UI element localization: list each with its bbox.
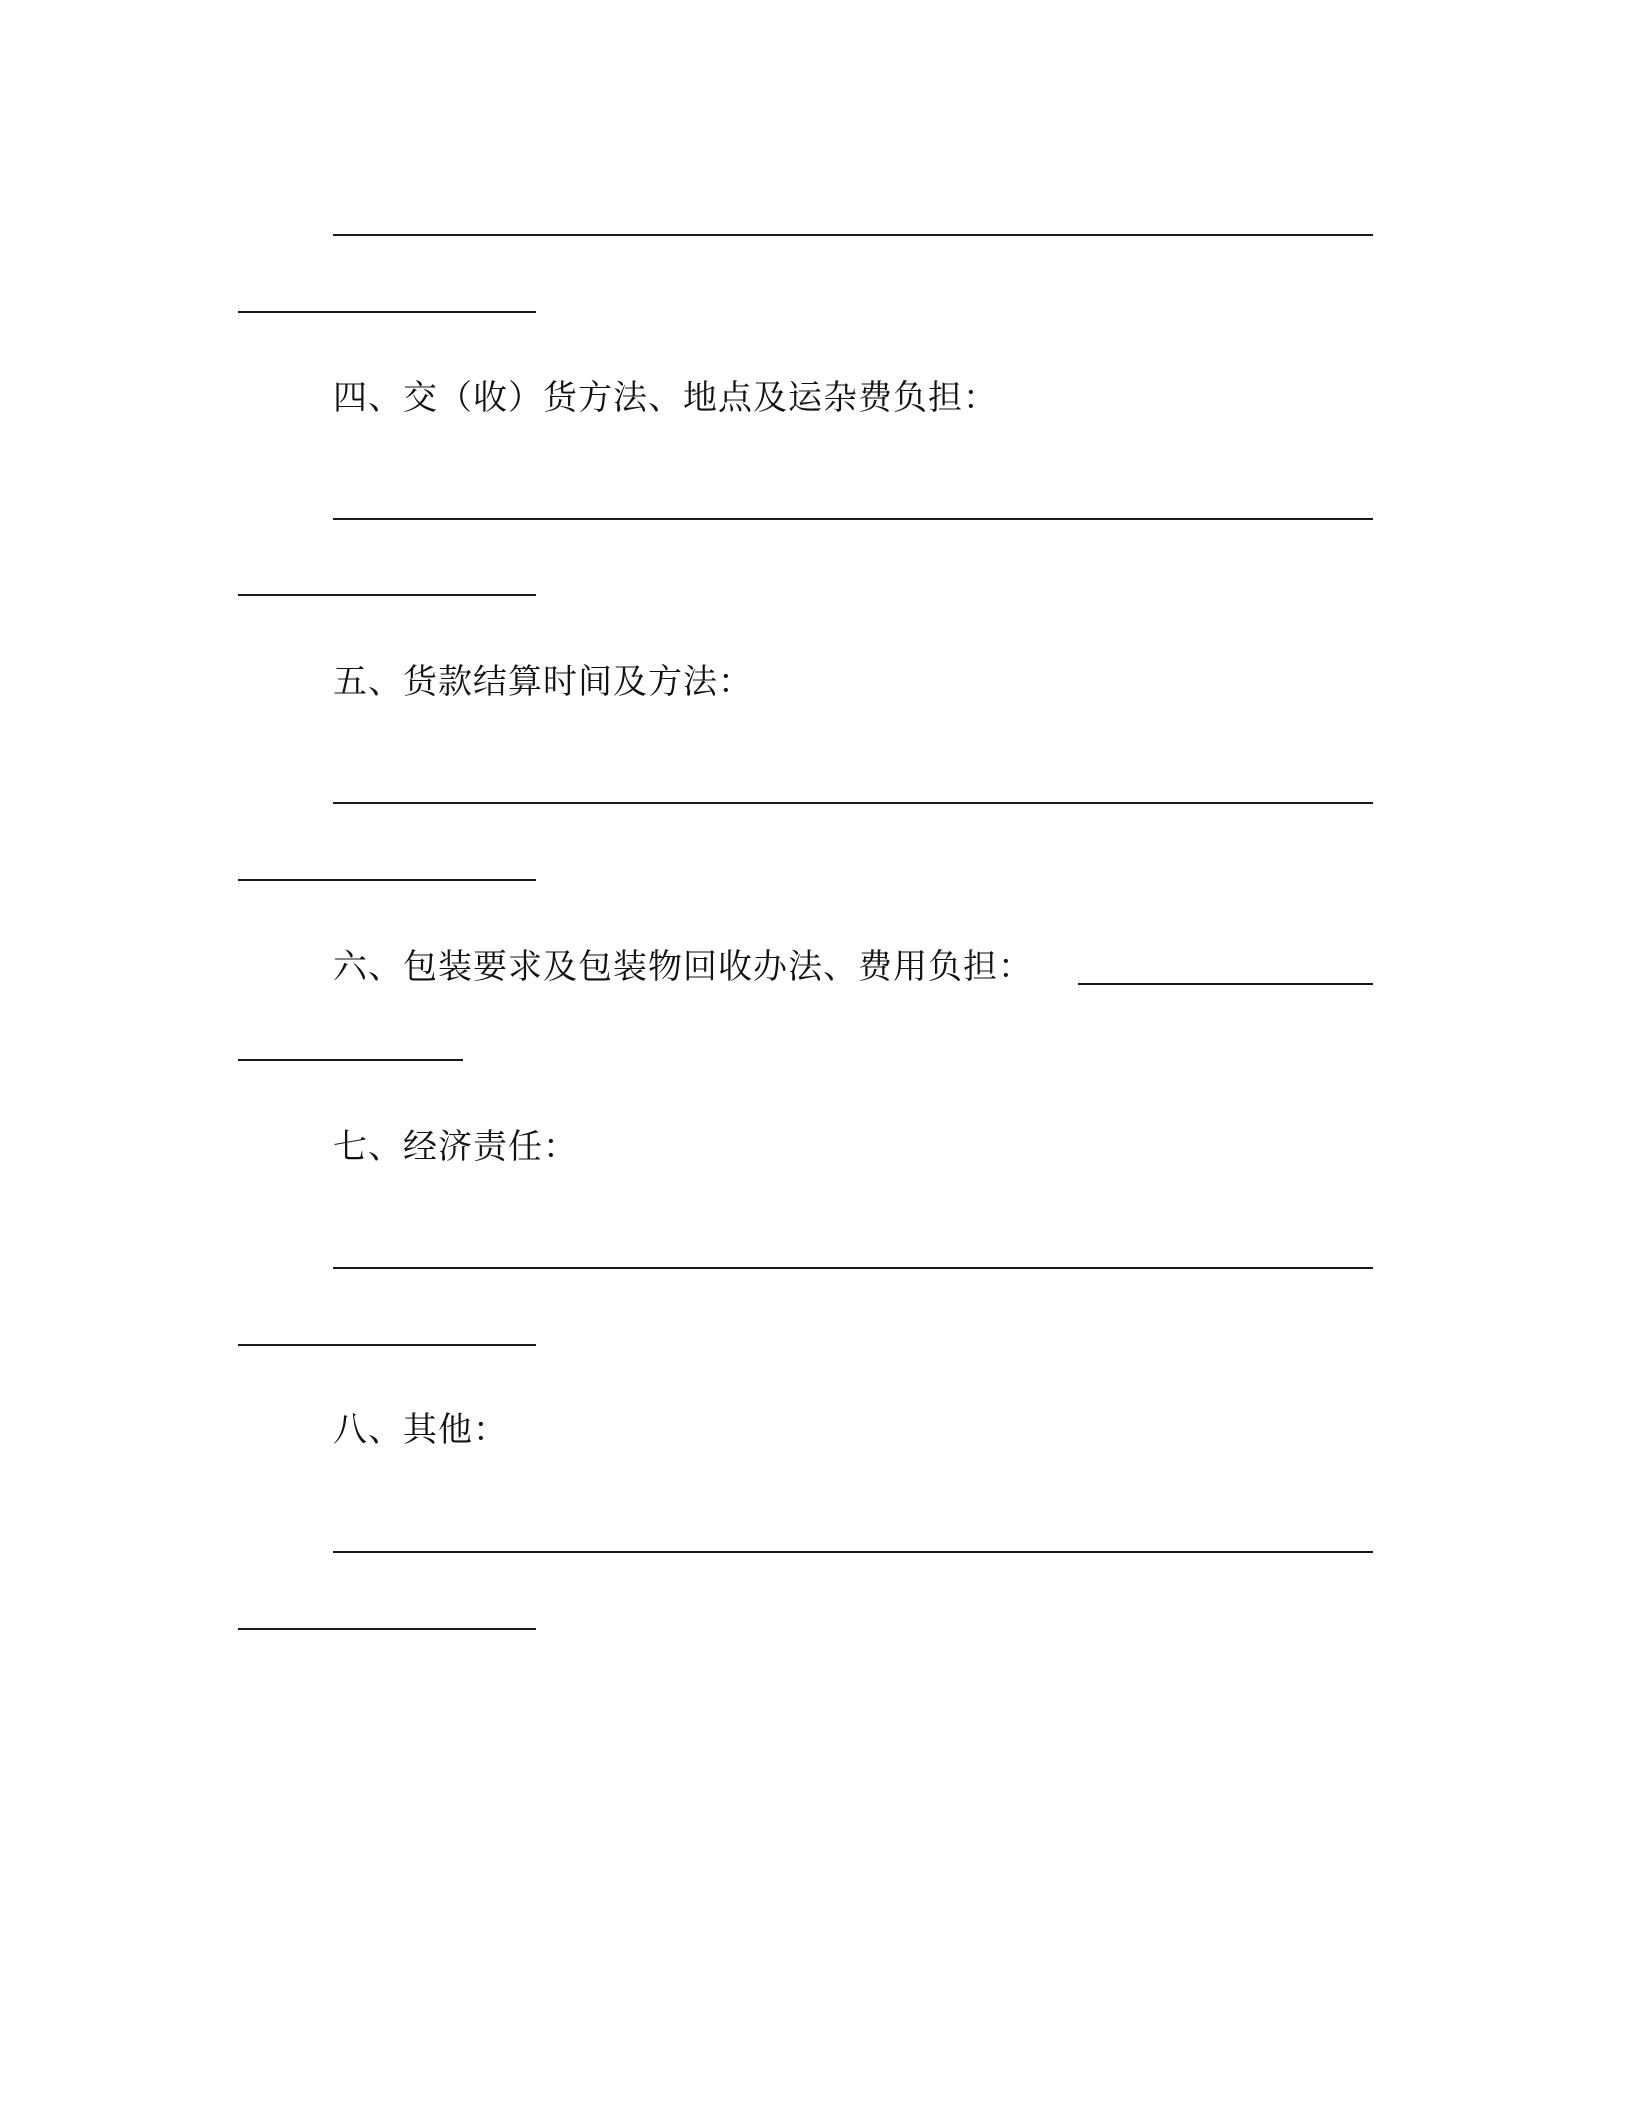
blank-line bbox=[333, 1551, 1373, 1553]
blank-line bbox=[333, 802, 1373, 804]
blank-line bbox=[238, 879, 536, 881]
blank-line bbox=[333, 234, 1373, 236]
blank-line bbox=[1078, 983, 1373, 985]
blank-line bbox=[333, 1267, 1373, 1269]
blank-line bbox=[238, 1628, 536, 1630]
section-heading: 六、包装要求及包装物回收办法、费用负担： bbox=[333, 947, 1033, 987]
blank-line bbox=[238, 1059, 463, 1061]
blank-line bbox=[333, 518, 1373, 520]
section-heading: 七、经济责任： bbox=[333, 1127, 578, 1167]
section-heading: 五、货款结算时间及方法： bbox=[333, 662, 753, 702]
section-heading: 八、其他： bbox=[333, 1410, 508, 1450]
blank-line bbox=[238, 594, 536, 596]
blank-line bbox=[238, 311, 536, 313]
section-heading: 四、交（收）货方法、地点及运杂费负担： bbox=[333, 378, 998, 418]
blank-line bbox=[238, 1344, 536, 1346]
